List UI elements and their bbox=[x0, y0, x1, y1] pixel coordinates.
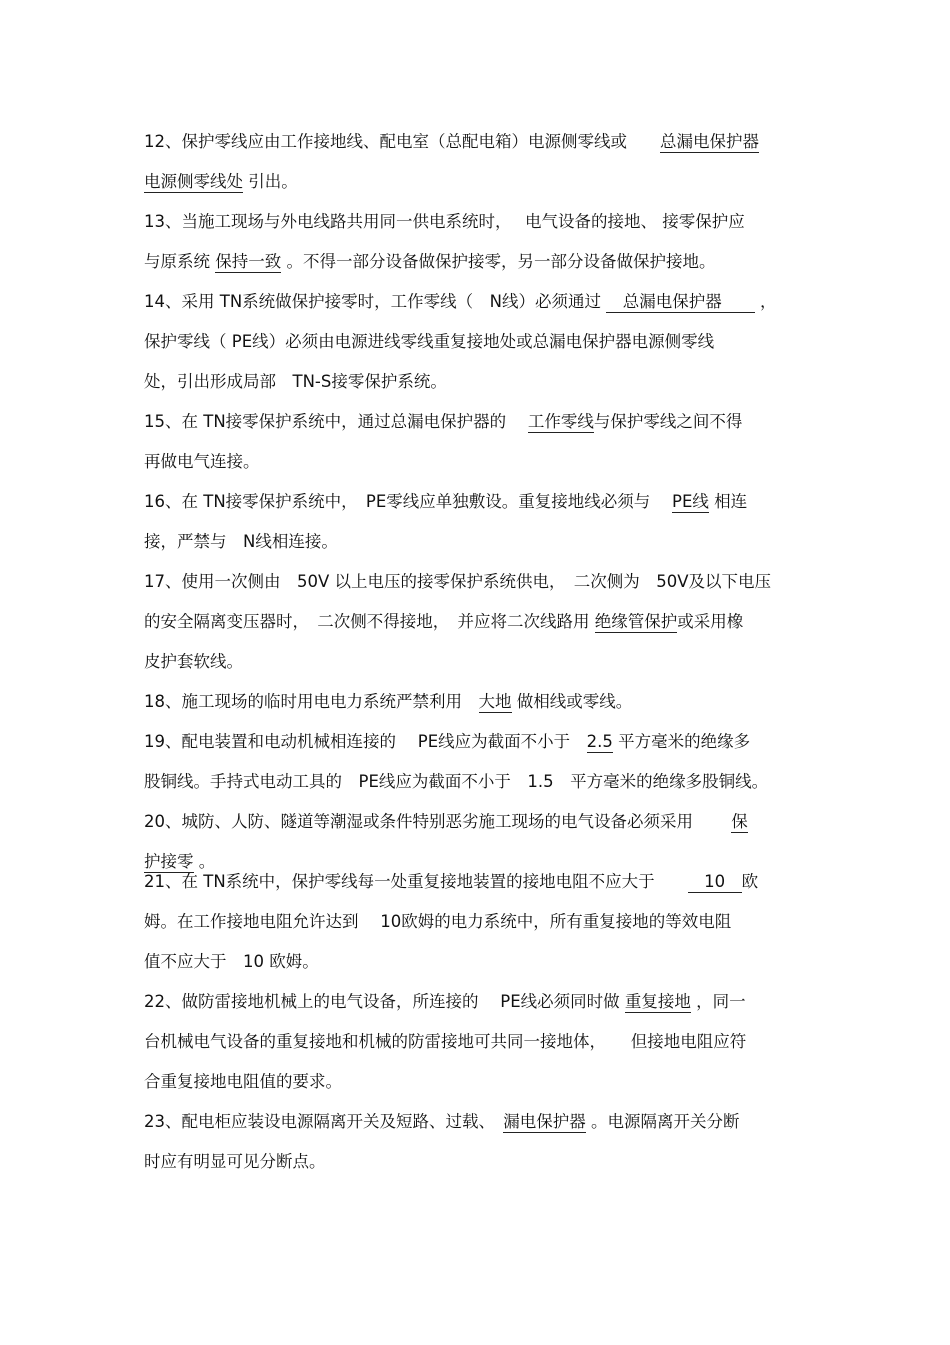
question-item bbox=[144, 862, 812, 982]
text-line bbox=[144, 402, 812, 442]
text-segment: ， bbox=[754, 292, 777, 311]
text-segment: 皮护套软线。 bbox=[144, 652, 243, 671]
text-line bbox=[144, 122, 812, 162]
text-line bbox=[144, 1022, 812, 1062]
text-segment: 姆。在工作接地电阻允许达到 10欧姆的电力系统中，所有重复接地的等效电阻 bbox=[144, 912, 732, 931]
text-segment: 12、保护零线应由工作接地线、配电室（总配电箱）电源侧零线或 bbox=[144, 132, 660, 151]
question-item bbox=[144, 482, 812, 562]
text-line bbox=[144, 942, 812, 982]
text-segment: 时应有明显可见分断点。 bbox=[144, 1152, 326, 1171]
answer-blank: 电源侧零线处 bbox=[144, 172, 243, 191]
text-segment: 与保护零线之间不得 bbox=[593, 412, 743, 431]
text-segment: 保护零线（ PE线）必须由电源进线零线重复接地处或总漏电保护器电源侧零线 bbox=[144, 332, 715, 351]
answer-blank: 工作零线 bbox=[527, 412, 594, 431]
text-segment: ，同一 bbox=[690, 992, 746, 1011]
question-item bbox=[144, 1102, 812, 1182]
text-line bbox=[144, 802, 812, 842]
text-segment: 13、当施工现场与外电线路共用同一供电系统时， 电气设备的接地、 接零保护应 bbox=[144, 212, 745, 231]
text-segment: 的安全隔离变压器时， 二次侧不得接地， 并应将二次线路用 bbox=[144, 612, 595, 631]
text-line bbox=[144, 482, 812, 522]
text-line bbox=[144, 562, 812, 602]
text-segment: 合重复接地电阻值的要求。 bbox=[144, 1072, 342, 1091]
text-line bbox=[144, 242, 812, 282]
text-line bbox=[144, 362, 812, 402]
text-segment: 15、在 TN接零保护系统中，通过总漏电保护器的 bbox=[144, 412, 528, 431]
text-segment: 20、城防、人防、隧道等潮湿或条件特别恶劣施工现场的电气设备必须采用 bbox=[144, 812, 732, 831]
text-segment: 处，引出形成局部 TN-S接零保护系统。 bbox=[144, 372, 447, 391]
answer-blank: 保 bbox=[731, 812, 748, 831]
text-segment: 与原系统 bbox=[144, 252, 216, 271]
text-line bbox=[144, 902, 812, 942]
text-line bbox=[144, 722, 812, 762]
question-item bbox=[144, 682, 812, 722]
question-item bbox=[144, 562, 812, 682]
answer-blank: 大地 bbox=[478, 692, 512, 711]
text-segment: 接，严禁与 N线相连接。 bbox=[144, 532, 338, 551]
question-item bbox=[144, 122, 812, 202]
answer-blank: 漏电保护器 bbox=[503, 1112, 586, 1131]
text-segment: 做相线或零线。 bbox=[511, 692, 633, 711]
text-segment: 14、采用 TN系统做保护接零时，工作零线（ N线）必须通过 bbox=[144, 292, 607, 311]
question-item bbox=[144, 282, 812, 402]
answer-blank: 护接零 bbox=[144, 852, 194, 871]
answer-blank: 绝缘管保护 bbox=[594, 612, 678, 631]
question-item bbox=[144, 722, 812, 802]
text-segment: 。电源隔离开关分断 bbox=[585, 1112, 740, 1131]
text-segment: 相连 bbox=[708, 492, 748, 511]
question-item bbox=[144, 202, 812, 282]
text-line bbox=[144, 982, 812, 1022]
text-segment: 22、做防雷接地机械上的电气设备，所连接的 PE线必须同时做 bbox=[144, 992, 625, 1011]
text-line bbox=[144, 442, 812, 482]
text-segment: 值不应大于 10 欧姆。 bbox=[144, 952, 319, 971]
text-line bbox=[144, 602, 812, 642]
text-segment: 平方毫米的绝缘多 bbox=[612, 732, 751, 751]
text-line bbox=[144, 1142, 812, 1182]
text-segment: 17、使用一次侧由 50V 以上电压的接零保护系统供电， 二次侧为 50V及以下电压 bbox=[144, 572, 772, 591]
text-line bbox=[144, 682, 812, 722]
text-line bbox=[144, 1062, 812, 1102]
text-line bbox=[144, 862, 812, 902]
text-segment: 23、配电柜应装设电源隔离开关及短路、过载、 bbox=[144, 1112, 504, 1131]
text-segment: 。不得一部分设备做保护接零，另一部分设备做保护接地。 bbox=[281, 252, 716, 271]
text-segment: 。 bbox=[193, 852, 216, 871]
text-segment: 19、配电装置和电动机械相连接的 PE线应为截面不小于 bbox=[144, 732, 587, 751]
text-segment: 欧 bbox=[741, 872, 759, 891]
text-segment: 台机械电气设备的重复接地和机械的防雷接地可共同一接地体， 但接地电阻应符 bbox=[144, 1032, 747, 1051]
answer-blank: 10 bbox=[687, 872, 742, 891]
text-segment: 或采用橡 bbox=[677, 612, 744, 631]
answer-blank: 重复接地 bbox=[624, 992, 691, 1011]
text-segment: 18、施工现场的临时用电电力系统严禁利用 bbox=[144, 692, 479, 711]
text-line bbox=[144, 522, 812, 562]
text-line bbox=[144, 762, 812, 802]
answer-blank: PE线 bbox=[672, 492, 709, 511]
answer-blank: 总漏电保护器 bbox=[660, 132, 759, 151]
text-segment: 股铜线。手持式电动工具的 PE线应为截面不小于 1.5 平方毫米的绝缘多股铜线。 bbox=[144, 772, 769, 791]
answer-blank: 保持一致 bbox=[215, 252, 282, 271]
question-item bbox=[144, 982, 812, 1102]
text-line bbox=[144, 322, 812, 362]
text-segment: 再做电气连接。 bbox=[144, 452, 260, 471]
text-line bbox=[144, 282, 812, 322]
answer-blank: 总漏电保护器 bbox=[606, 292, 755, 311]
text-line bbox=[144, 642, 812, 682]
text-segment: 引出。 bbox=[243, 172, 298, 191]
text-line bbox=[144, 202, 812, 242]
question-item bbox=[144, 402, 812, 482]
text-segment: 16、在 TN接零保护系统中， PE零线应单独敷设。重复接地线必须与 bbox=[144, 492, 673, 511]
text-line bbox=[144, 162, 812, 202]
answer-blank: 2.5 bbox=[586, 732, 613, 751]
text-segment: 21、在 TN系统中，保护零线每一处重复接地装置的接地电阻不应大于 bbox=[144, 872, 688, 891]
text-line bbox=[144, 1102, 812, 1142]
